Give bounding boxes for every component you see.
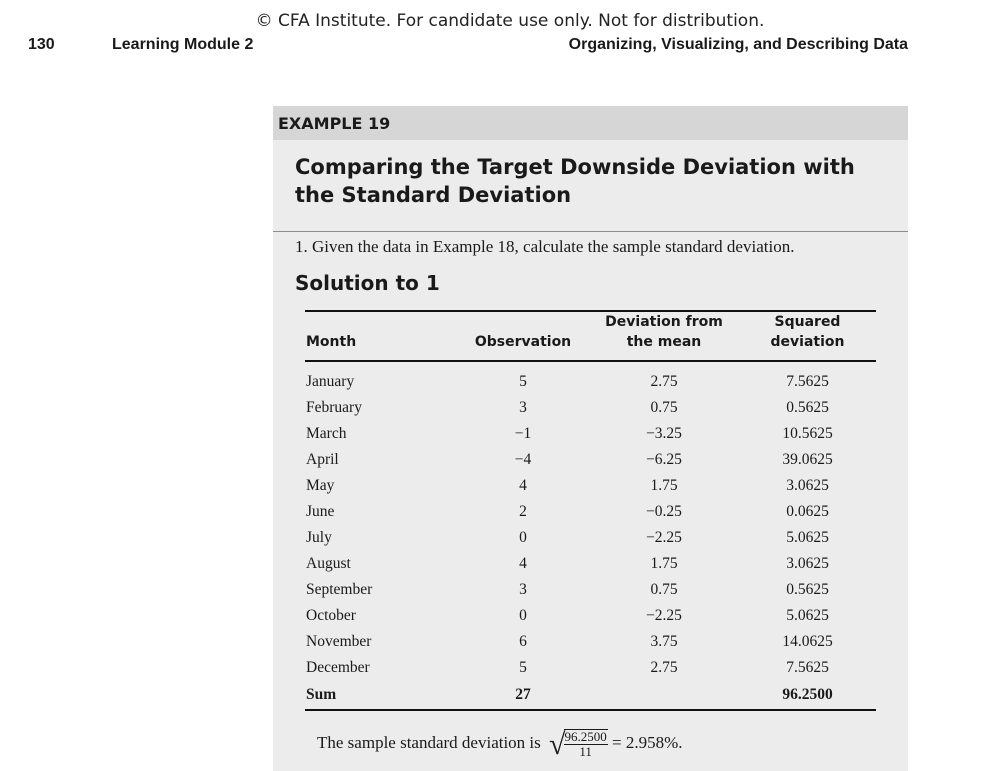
example-title: Comparing the Target Downside Deviation with the Standard Deviation — [295, 155, 855, 207]
cell-squared: 10.5625 — [782, 425, 833, 442]
table-row — [305, 421, 876, 447]
table-row — [305, 395, 876, 421]
table-header-row — [305, 311, 876, 361]
cell-month: July — [306, 529, 332, 546]
cell-month: May — [306, 477, 335, 494]
cell-squared: 3.0625 — [786, 477, 829, 494]
cell-deviation: −6.25 — [646, 451, 682, 468]
cell-squared: 7.5625 — [786, 373, 829, 390]
cell-deviation: 0.75 — [650, 581, 678, 598]
example-box — [273, 106, 908, 771]
conclusion — [317, 728, 683, 762]
cell-observation: 0 — [519, 607, 527, 624]
sum-observation: 27 — [457, 681, 589, 710]
sum-row — [305, 681, 876, 710]
example-label-bar — [273, 106, 908, 140]
module-label: Learning Module 2 — [112, 36, 254, 53]
cell-deviation: 3.75 — [650, 633, 678, 650]
copyright-notice: © CFA Institute. For candidate use only. Not for distribution. — [255, 11, 765, 31]
cell-observation: 3 — [519, 581, 527, 598]
cell-month: November — [306, 633, 372, 650]
cell-squared: 0.5625 — [786, 581, 829, 598]
cell-month: June — [306, 503, 335, 520]
cell-deviation: −2.25 — [646, 607, 682, 624]
header-deviation — [589, 311, 739, 361]
conclusion-prefix: The sample standard deviation is — [317, 733, 541, 752]
cell-observation: 5 — [519, 373, 527, 390]
example-label: EXAMPLE 19 — [278, 114, 391, 133]
header-observation: Observation — [457, 311, 589, 361]
cell-month: January — [306, 373, 355, 390]
sum-squared: 96.2500 — [739, 681, 876, 710]
cell-observation: 6 — [519, 633, 527, 650]
cell-observation: 0 — [519, 529, 527, 546]
cell-deviation: 1.75 — [650, 477, 678, 494]
table-row — [305, 551, 876, 577]
cell-squared: 0.0625 — [786, 503, 829, 520]
sum-deviation — [589, 681, 739, 710]
table-row — [305, 369, 876, 395]
cell-deviation: −0.25 — [646, 503, 682, 520]
cell-deviation: 2.75 — [650, 659, 678, 676]
page-number: 130 — [28, 36, 55, 53]
cell-observation: 5 — [519, 659, 527, 676]
cell-squared: 3.0625 — [786, 555, 829, 572]
cell-observation: −1 — [514, 425, 532, 442]
sum-label: Sum — [305, 681, 457, 710]
divider — [273, 231, 908, 232]
fraction-denominator: 11 — [579, 744, 592, 760]
fraction-numerator: 96.2500 — [564, 729, 607, 745]
cell-month: October — [306, 607, 356, 624]
cell-squared: 7.5625 — [786, 659, 829, 676]
cell-observation: 4 — [519, 477, 527, 494]
table-row — [305, 655, 876, 681]
cell-month: April — [306, 451, 339, 468]
table-row — [305, 629, 876, 655]
cell-squared: 39.0625 — [782, 451, 833, 468]
header-squared-line2: deviation — [770, 334, 845, 350]
cell-month: December — [306, 659, 370, 676]
table-row — [305, 577, 876, 603]
table-row — [305, 473, 876, 499]
cell-deviation: 0.75 — [650, 399, 678, 416]
conclusion-result: = 2.958%. — [612, 733, 683, 752]
cell-month: February — [306, 399, 362, 416]
header-deviation-line1: Deviation from — [605, 314, 723, 330]
cell-squared: 5.0625 — [786, 529, 829, 546]
table-row — [305, 603, 876, 629]
cell-deviation: 2.75 — [650, 373, 678, 390]
cell-squared: 5.0625 — [786, 607, 829, 624]
header-month: Month — [305, 311, 457, 361]
question-text: 1. Given the data in Example 18, calculate the sample standard deviation. — [295, 237, 795, 256]
cell-month: September — [306, 581, 373, 598]
fraction — [564, 729, 608, 759]
cell-observation: 4 — [519, 555, 527, 572]
header-squared-line1: Squared — [774, 314, 841, 330]
cell-deviation: −2.25 — [646, 529, 682, 546]
cell-month: March — [306, 425, 347, 442]
header-squared — [739, 311, 876, 361]
sqrt-symbol: √ — [549, 728, 566, 761]
cell-observation: 2 — [519, 503, 527, 520]
table-row — [305, 499, 876, 525]
table-row — [305, 447, 876, 473]
cell-month: August — [306, 555, 351, 572]
table-row — [305, 525, 876, 551]
cell-deviation: 1.75 — [650, 555, 678, 572]
running-title: Organizing, Visualizing, and Describing Data — [568, 36, 908, 53]
cell-squared: 14.0625 — [782, 633, 833, 650]
cell-deviation: −3.25 — [646, 425, 682, 442]
cell-observation: −4 — [514, 451, 532, 468]
cell-observation: 3 — [519, 399, 527, 416]
deviation-table — [305, 310, 876, 711]
solution-heading: Solution to 1 — [295, 271, 440, 295]
cell-squared: 0.5625 — [786, 399, 829, 416]
header-deviation-line2: the mean — [626, 334, 702, 350]
